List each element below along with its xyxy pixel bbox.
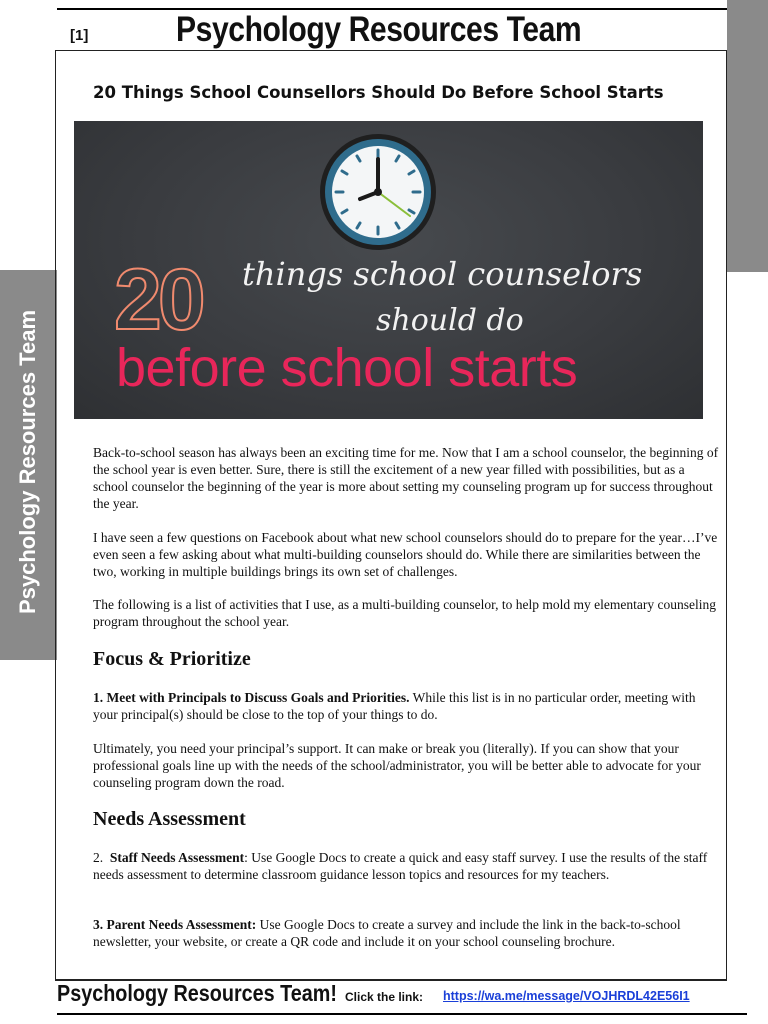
footer-link[interactable]: https://wa.me/message/VOJHRDL42E56I1 — [443, 989, 690, 1003]
list-item-2-text: : Use Google Docs to create a quick and easy staff survey. I use the results of the staff needs assessment to determine classroom guidance lesson topics and resources for my teachers. — [93, 850, 708, 882]
hero-script-line2: should do — [376, 303, 524, 338]
list-item-3 — [93, 916, 723, 950]
footer — [57, 980, 747, 1010]
footer-rule — [57, 1013, 747, 1015]
side-tab-label: Psychology Resources Team — [15, 309, 40, 615]
heading-needs-assessment: Needs Assessment — [93, 808, 246, 830]
hero-script-line1: things school counselors — [242, 255, 643, 293]
list-item-3-title: 3. Parent Needs Assessment: — [93, 917, 257, 932]
footer-brand: Psychology Resources Team! — [57, 980, 337, 1006]
hero-image — [74, 121, 703, 419]
page-number: [1] — [70, 27, 89, 44]
hero-number: 20 — [114, 252, 202, 348]
list-item-2 — [93, 849, 723, 883]
top-right-gray-tab — [727, 0, 768, 272]
list-item-1-text: While this list is in no particular order, meeting with your principal(s) should be close to the top of your things to do. — [93, 690, 696, 722]
list-item-3-text: Use Google Docs to create a survey and include the link in the back-to-school newsletter, your website, or create a QR code and include it on your school counseling brochure. — [93, 917, 681, 949]
hero-big-text: before school starts — [116, 338, 578, 398]
list-item-1-title: 1. Meet with Principals to Discuss Goals and Priorities. — [93, 690, 410, 705]
list-item-1 — [93, 689, 723, 723]
list-item-2-prefix: 2. — [93, 850, 110, 865]
heading-focus-prioritize: Focus & Prioritize — [93, 648, 251, 670]
footer-click-label: Click the link: — [345, 990, 424, 1004]
article-title: 20 Things School Counsellors Should Do Before School Starts — [93, 83, 664, 102]
paragraph-principal-support: Ultimately, you need your principal’s support. It can make or break you (literally). If you can show that your professional goals line up with the needs of the school/administrator, you will be better able to advocate for your counseling program down the road. — [93, 741, 701, 790]
paragraph-1: Back-to-school season has always been an exciting time for me. Now that I am a school counselor, the beginning of the school year is even better. Sure, there is still the excitement of a new year filled with possibilities, but as a school counselor the beginning of the year is more about setting my counseling program up for success throughout the year. — [93, 445, 719, 511]
paragraph-3: The following is a list of activities that I use, as a multi-building counselor, to help mold my elementary counseling program throughout the school year. — [93, 597, 716, 629]
list-item-2-title: Staff Needs Assessment — [109, 850, 245, 865]
header-title: Psychology Resources Team — [176, 10, 582, 49]
paragraph-2: I have seen a few questions on Facebook about what new school counselors should do to prepare for the year…I’ve even seen a few asking about what multi-building counselors should do. While there are similarities between the two, working in multiple buildings brings its own set of challenges. — [93, 530, 718, 579]
